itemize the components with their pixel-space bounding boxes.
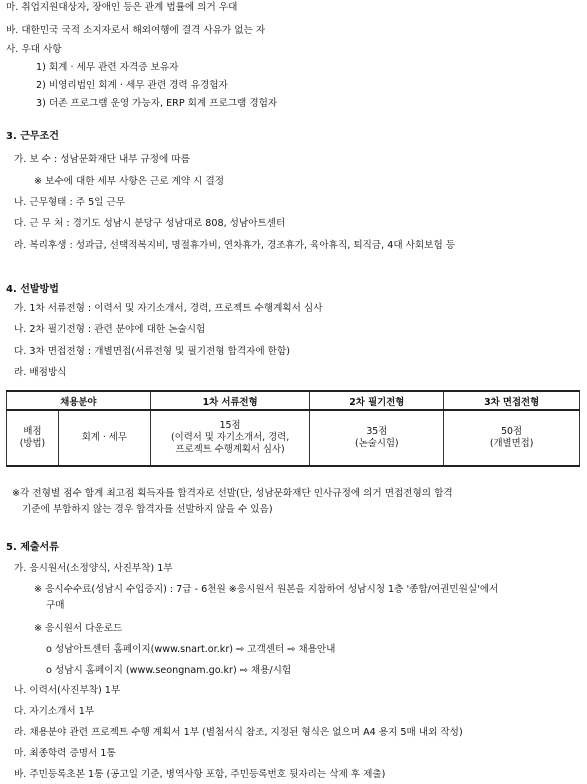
header-field: 채용분야: [7, 391, 151, 410]
document-cell: [150, 410, 310, 466]
document-method-2: 프로젝트 수행계획서 심사): [175, 444, 285, 455]
qualification-item-sa: 사. 우대 사항: [6, 44, 62, 55]
written-score: 35점: [366, 426, 388, 437]
document-self-introduction: 다. 자기소개서 1부: [14, 706, 95, 717]
section-title-selection-method: 4. 선발방법: [6, 284, 59, 295]
row-label-method: (방법): [19, 438, 46, 449]
work-condition-type: 나. 근무형태 : 주 5일 근무: [14, 197, 126, 208]
download-link-snart[interactable]: o 성남아트센터 홈페이지(www.snart.or.kr) ⇨ 고객센터 ⇨ 채용안내: [46, 644, 336, 655]
document-education-certificate: 마. 최종학력 증명서 1통: [14, 748, 116, 759]
download-link-seongnam[interactable]: o 성남시 홈페이지 (www.seongnam.go.kr) ⇨ 채용/시험: [46, 665, 292, 676]
section-title-documents: 5. 제출서류: [6, 542, 59, 553]
interview-cell: [444, 410, 580, 466]
work-condition-pay: 가. 보 수 : 성남문화재단 내부 규정에 따름: [14, 154, 190, 165]
qualification-item-ma: 마. 취업지원대상자, 장애인 등은 관계 법률에 의거 우대: [6, 2, 238, 13]
selection-scoring-label: 라. 배점방식: [14, 367, 67, 378]
document-application-form: 가. 응시원서(소정양식, 사진부착) 1부: [14, 563, 173, 574]
preference-item-3: 3) 더존 프로그램 운영 가능자, ERP 회계 프로그램 경험자: [36, 98, 278, 109]
document-download-note: ※ 응시원서 다운로드: [34, 623, 123, 634]
selection-step-2: 나. 2차 필기전형 : 관련 분야에 대한 논술시험: [14, 324, 206, 335]
work-condition-benefits: 라. 복리후생 : 성과급, 선택적복지비, 명절휴가비, 연차휴가, 경조휴가, 육아휴직, 퇴직금, 4대 사회보험 등: [14, 240, 456, 251]
header-document: 1차 서류전형: [150, 391, 310, 410]
header-written: 2차 필기전형: [310, 391, 444, 410]
document-method-1: (이력서 및 자기소개서, 경력,: [171, 432, 290, 443]
document-fee-note-cont: 구매: [46, 600, 65, 611]
document-fee-note: ※ 응시수수료(성남시 수입증지) : 7급 - 6천원 ※응시원서 원본을 지참하여 성남시청 1층 '종합/여권민원실'에서: [34, 584, 499, 595]
document-resume: 나. 이력서(사진부착) 1부: [14, 685, 121, 696]
document-resident-registration: 바. 주민등록초본 1통 (공고일 기준, 병역사항 포함, 주민등록번호 뒷자리는 삭제 후 제출): [14, 769, 386, 780]
interview-score: 50점: [501, 426, 523, 437]
preference-item-1: 1) 회계 · 세무 관련 자격증 보유자: [36, 62, 179, 73]
preference-item-2: 2) 비영리법인 회계 · 세무 관련 경력 유경험자: [36, 80, 228, 91]
selection-note-line2: 기준에 부합하지 않는 경우 합격자를 선발하지 않을 수 있음): [22, 504, 273, 515]
scoring-table-header-row: [7, 391, 580, 410]
field-cell: 회계 · 세무: [58, 410, 150, 466]
written-method: (논술시험): [355, 438, 399, 449]
header-interview: 3차 면접전형: [444, 391, 580, 410]
row-label-score: 배점: [23, 426, 42, 437]
selection-note-line1: ※각 전형별 점수 합계 최고점 획득자를 합격자로 선발(단, 성남문화재단 인사규정에 의거 면접전형의 합격: [12, 488, 453, 499]
written-cell: [310, 410, 444, 466]
interview-method: (개별면접): [489, 438, 534, 449]
scoring-table: [6, 390, 580, 467]
table-row: [7, 410, 580, 466]
document-score: 15점: [219, 420, 241, 431]
document-project-plan: 라. 채용분야 관련 프로젝트 수행 계획서 1부 (별첨서식 참조, 지정된 형식은 없으며 A4 용지 5매 내외 작성): [14, 727, 463, 738]
row-label-cell: [7, 410, 59, 466]
selection-step-1: 가. 1차 서류전형 : 이력서 및 자기소개서, 경력, 프로젝트 수행계획서 심사: [14, 303, 323, 314]
selection-step-3: 다. 3차 면접전형 : 개별면접(서류전형 및 필기전형 합격자에 한함): [14, 346, 290, 357]
qualification-item-ba: 바. 대한민국 국적 소지자로서 해외여행에 결격 사유가 없는 자: [6, 25, 266, 36]
work-condition-location: 다. 근 무 처 : 경기도 성남시 분당구 성남대로 808, 성남아트센터: [14, 218, 286, 229]
work-condition-pay-note: ※ 보수에 대한 세부 사항은 근로 계약 시 결정: [34, 176, 224, 187]
section-title-work-conditions: 3. 근무조건: [6, 131, 59, 142]
